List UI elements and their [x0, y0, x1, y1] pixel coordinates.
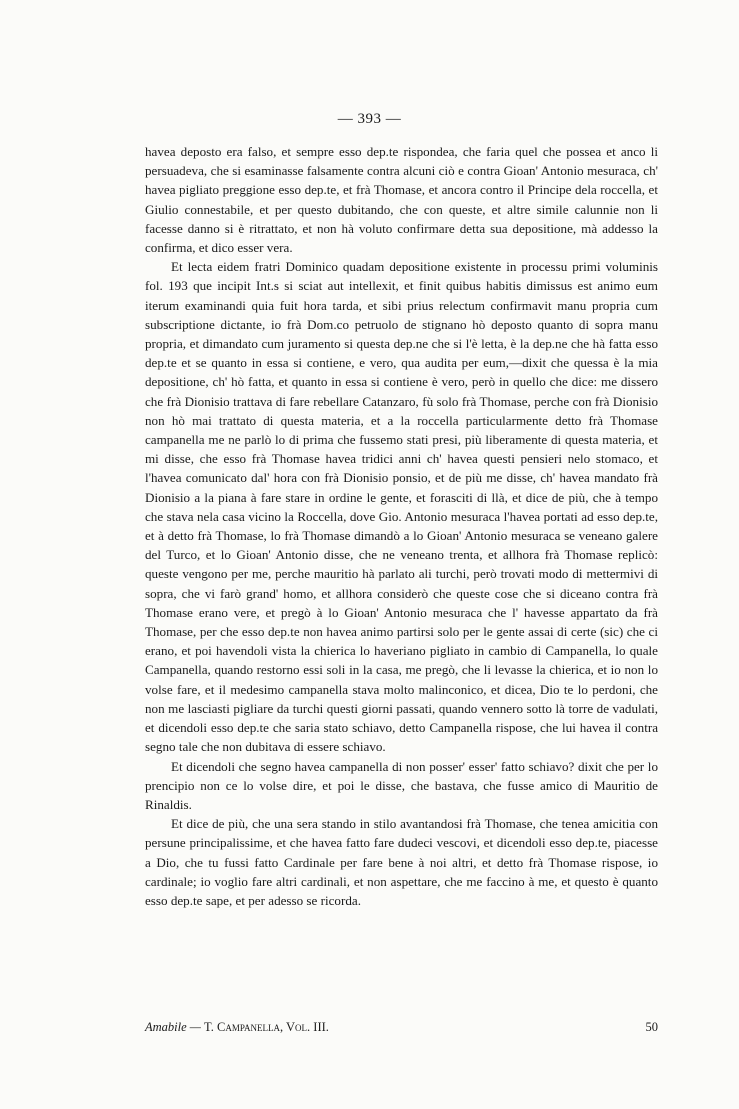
paragraph-4: Et dice de più, che una sera stando in stilo avantandosi frà Thomase, che tenea amicitia con persune principalissime, et che havea fatto fare dudeci vescovi, et dicendoli esso dep.te, piacesse a Dio, che tu fussi fatto Cardinale per fare bene à noi altri, et detto frà Thomase rispose, io cardinale; io voglio fare altri cardinali, et non aspettare, che me faccino à me, et questo è quanto esso dep.te sape, et per adesso se ricorda.	[145, 816, 658, 908]
footer-signature: 50	[645, 1020, 658, 1034]
footer-title: T. Campanella, Vol. III.	[204, 1020, 329, 1034]
paragraph-1: havea deposto era falso, et sempre esso dep.te rispondea, che faria quel che possea et anco li persuadeva, che si esaminasse falsamente contra alcuni ciò e contra Gioan' Antonio mesuraca, ch' havea pigliato preggione esso dep.te, et frà Thomase, et ancora contro il Principe dela roccella, et Giulio connestabile, et per questo dubitando, che con queste, et altre simile calunnie non li facesse danno si è ritrattato, et non hà voluto confirmare detta sua depositione, mà addesso la confirma, et dico esser vera.	[145, 144, 658, 256]
page-footer	[145, 1020, 658, 1035]
paragraph-3: Et dicendoli che segno havea campanella di non posser' esser' fatto schiavo? dixit che per lo prencipio non ce lo volse dire, et poi le disse, che bastava, che fusse amico di Mauritio de Rinaldis.	[145, 758, 658, 812]
page-number: — 393 —	[337, 111, 402, 127]
footer-author: Amabile —	[145, 1020, 201, 1034]
paragraph-2: Et lecta eidem fratri Dominico quadam depositione existente in processu primi voluminis fol. 193 que incipit Int.s si sciat aut intellexit, et finit quibus habitis dimissus est animo eum iterum examinandi quia fuit hora tarda, et sibi prius relectum confirmavit manu propria cum subscriptione dictante, io frà Dom.co petruolo de stignano hò deposto quanto di sopra manu propria, et dimandato cum juramento si questa dep.ne che si l'è letta, è la dep.ne che hà fatta esso dep.te et se quanto in essa si contiene, e vero, qua audita per eum,—dixit che quessa è la mia depositione, ch' hò fatta, et quanto in essa si contiene è vero, però in quello che dice: me dissero che frà Dionisio trattava di fare rebellare Catanzaro, fù solo frà Thomase, perche con frà Dionisio non hò mai trattato di questa materia, et a la roccella particularmente detto frà Thomase campanella me ne parlò lo di prima che fussemo stati presi, più liberamente di questa materia, et mi disse, che esso frà Thomase havea tridici anni ch' havea questi pensieri nelo stomaco, et l'havea comunicato dal' hora con frà Dionisio ponsio, et de più me disse, ch' havea mandato frà Dionisio a la piana à fare stare in ordine le gente, et forasciti di llà, et dice de più, che à tempo che stava nela casa vicino la Roccella, dove Gio. Antonio mesuraca l'havea portati ad esso dep.te, et à detto frà Thomase, lo frà Thomase dimandò a lo Gioan' Antonio mesuraca se veneano galere del Turco, et lo Gioan' Antonio disse, che ne veneano trenta, et allhora frà Thomase replicò: queste vengono per me, perche mauritio hà parlato ali turchi, però trovati modo di mettermivi di sopra, che vi farò grand' homo, et allhora considerò che queste cose che si diceano contra frà Thomase erano vere, et pregò à lo Gioan' Antonio mesuraca che l' havesse appartato da frà Thomase, per che esso dep.te non havea animo partirsi solo per le gente assai di certe (sic) che ci erano, et poi havendoli vista la chierica lo haveriano pigliato in cambio di Campanella, lo quale Campanella, quando restorno essi soli in la casa, me pregò, che li levasse la chierica, et io non lo volse fare, et il medesimo campanella stava molto malinconico, et dicea, Dio te lo perdoni, che non me lasciasti pigliare da turchi questi giorni passati, quando vennero sotto là torre de vadulati, et dicendoli esso dep.te che saria stato schiavo, detto Campanella rispose, che lui havea il contra segno tale che non dubitava di essere schiavo.	[145, 259, 658, 755]
page-body	[145, 142, 658, 910]
footer-citation	[145, 1020, 329, 1035]
